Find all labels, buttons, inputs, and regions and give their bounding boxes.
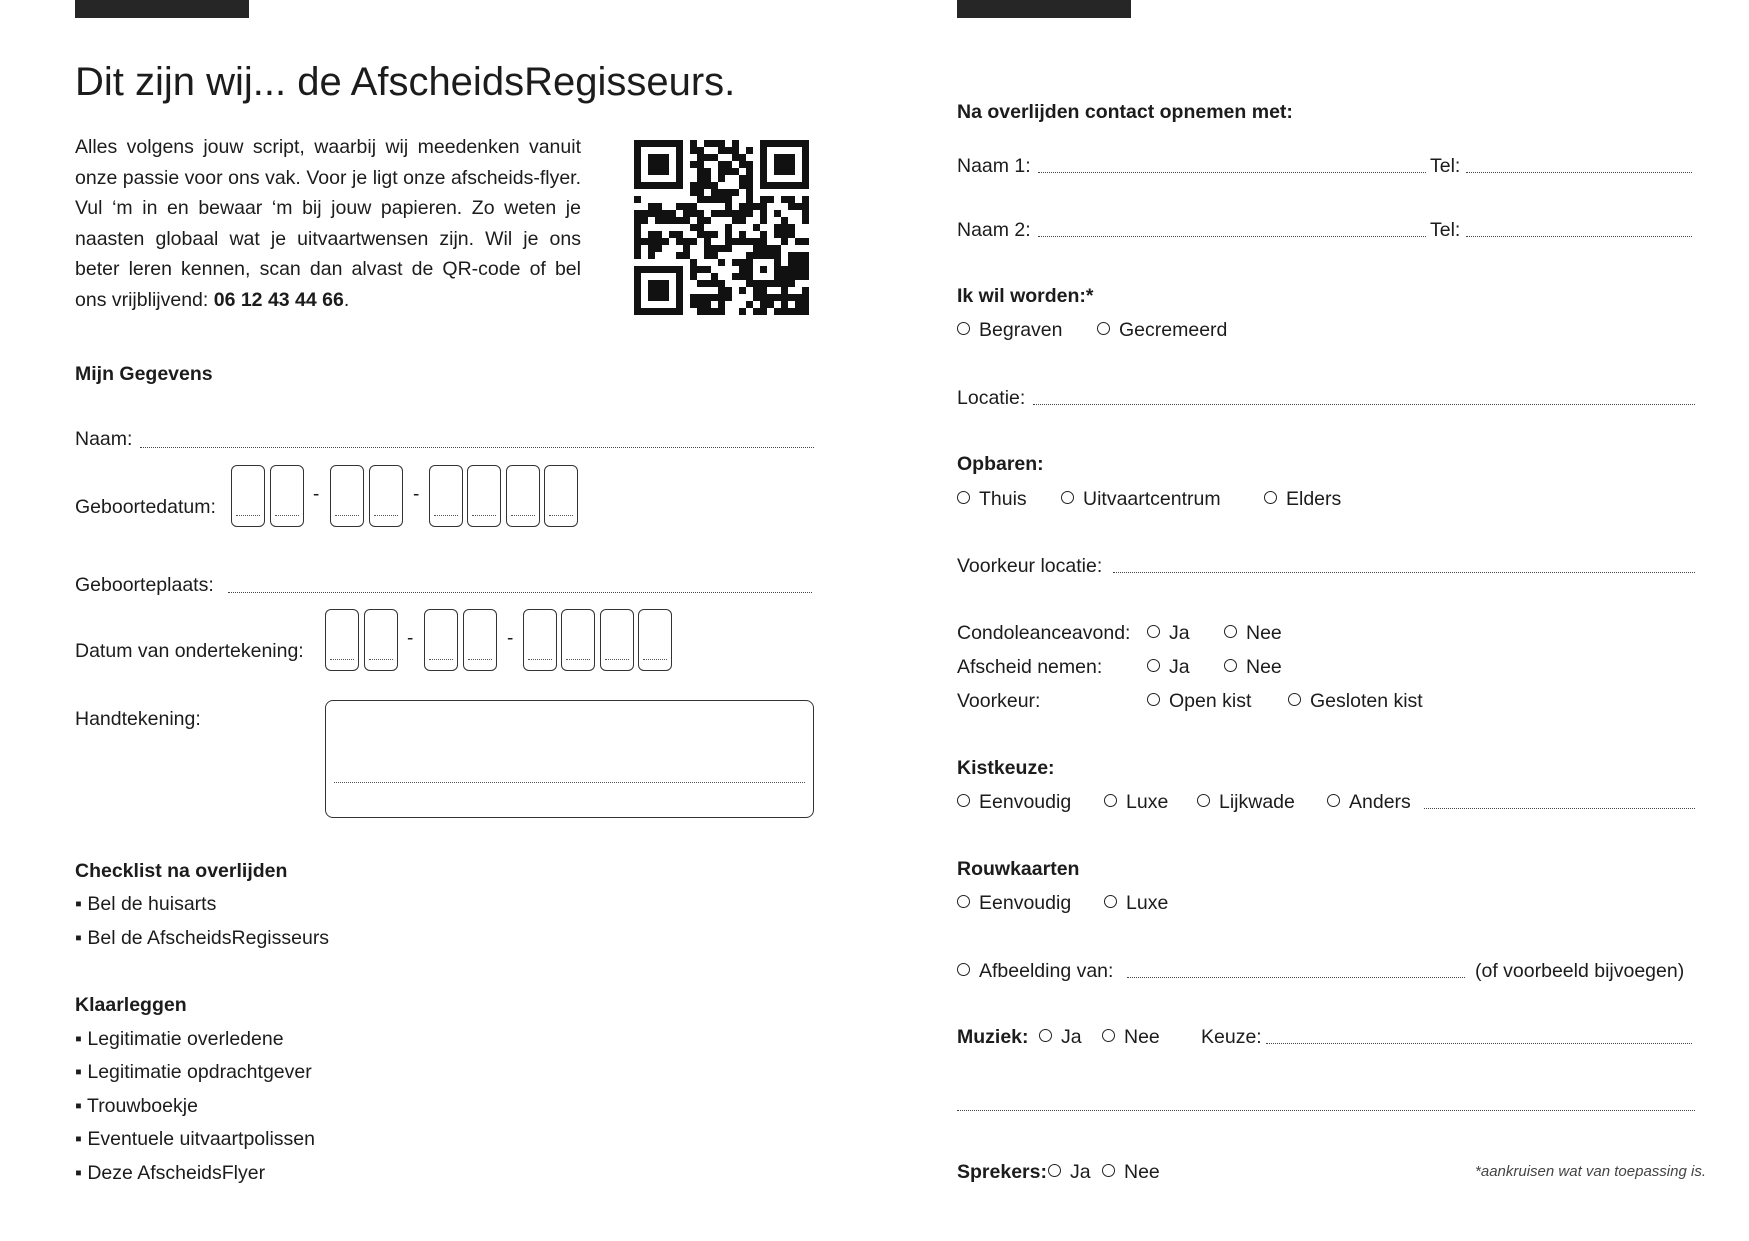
locatie-field[interactable] [1033, 404, 1695, 405]
tel2-label: Tel: [1430, 219, 1461, 241]
intro-paragraph [75, 132, 581, 315]
radio-circle-icon [1102, 1029, 1115, 1042]
voorkeur-label: Voorkeur: [957, 690, 1041, 712]
top-bar-left [75, 0, 249, 18]
radio-circle-icon [957, 794, 970, 807]
checklist-heading: Checklist na overlijden [75, 860, 288, 882]
sprekers-label: Sprekers: [957, 1161, 1047, 1183]
radio-muziek-nee[interactable] [1102, 1026, 1160, 1049]
radio-circle-icon [1104, 794, 1117, 807]
option-label: Ja [1070, 1161, 1091, 1183]
option-label: Open kist [1169, 690, 1252, 712]
bullet: ▪ [75, 1095, 82, 1117]
muziek-keuze-field[interactable] [1266, 1043, 1692, 1044]
ondertekening-year-1[interactable] [523, 609, 557, 671]
klaarleggen-item-label: Deze AfscheidsFlyer [87, 1162, 266, 1184]
checklist-item [75, 893, 216, 916]
page-title: Dit zijn wij... de AfscheidsRegisseurs. [75, 60, 736, 104]
radio-uitvaartcentrum[interactable] [1061, 488, 1221, 511]
ondertekening-year-4[interactable] [638, 609, 672, 671]
radio-rouwkaart-eenvoudig[interactable] [957, 892, 1071, 915]
option-label: Thuis [979, 488, 1027, 510]
date-dash: - [407, 628, 414, 649]
date-dash: - [313, 484, 320, 505]
afbeelding-note: (of voorbeeld bijvoegen) [1475, 960, 1685, 982]
ondertekening-month-2[interactable] [463, 609, 497, 671]
ondertekening-year-2[interactable] [561, 609, 595, 671]
bullet: ▪ [75, 1061, 82, 1083]
option-label: Lijkwade [1219, 791, 1295, 813]
radio-circle-icon [1061, 491, 1074, 504]
radio-circle-icon [1224, 625, 1237, 638]
radio-circle-icon [957, 491, 970, 504]
bullet: ▪ [75, 1128, 82, 1150]
geboortedatum-year-2[interactable] [467, 465, 501, 527]
handtekening-box[interactable] [325, 700, 814, 818]
mijn-gegevens-heading: Mijn Gegevens [75, 363, 213, 385]
klaarleggen-item-label: Legitimatie overledene [87, 1028, 284, 1050]
option-label: Afbeelding van: [979, 960, 1114, 982]
klaarleggen-item-label: Eventuele uitvaartpolissen [87, 1128, 315, 1150]
klaarleggen-item-label: Legitimatie opdrachtgever [87, 1061, 312, 1083]
naam2-field[interactable] [1038, 236, 1426, 237]
option-label: Elders [1286, 488, 1342, 510]
klaarleggen-item [75, 1128, 315, 1151]
geboortedatum-year-3[interactable] [506, 465, 540, 527]
ondertekening-day-2[interactable] [364, 609, 398, 671]
top-bar-right [957, 0, 1131, 18]
radio-muziek-ja[interactable] [1039, 1026, 1082, 1049]
radio-kist-lijkwade[interactable] [1197, 791, 1295, 814]
radio-begraven[interactable] [957, 319, 1062, 342]
datum-ondertekening-label: Datum van ondertekening: [75, 640, 304, 662]
radio-kist-anders[interactable] [1327, 791, 1411, 814]
geboorteplaats-field[interactable] [228, 592, 812, 593]
option-label: Luxe [1126, 791, 1169, 813]
radio-circle-icon [1102, 1164, 1115, 1177]
option-label: Gesloten kist [1310, 690, 1423, 712]
radio-circle-icon [957, 895, 970, 908]
afscheid-label: Afscheid nemen: [957, 656, 1103, 678]
klaarleggen-item-label: Trouwboekje [87, 1095, 198, 1117]
bullet: ▪ [75, 893, 82, 915]
geboortedatum-label: Geboortedatum: [75, 496, 216, 518]
checklist-item-label: Bel de AfscheidsRegisseurs [87, 927, 330, 949]
handtekening-label: Handtekening: [75, 708, 201, 730]
option-label: Luxe [1126, 892, 1169, 914]
phone-number[interactable]: 06 12 43 44 66 [213, 288, 344, 311]
bullet: ▪ [75, 1028, 82, 1050]
footnote: *aankruisen wat van toepassing is. [1475, 1163, 1706, 1180]
geboortedatum-year-4[interactable] [544, 465, 578, 527]
afbeelding-field[interactable] [1127, 977, 1465, 978]
radio-elders[interactable] [1264, 488, 1341, 511]
radio-circle-icon [1224, 659, 1237, 672]
radio-sprekers-ja[interactable] [1048, 1161, 1091, 1184]
radio-gesloten-kist[interactable] [1288, 690, 1423, 713]
radio-afscheid-ja[interactable] [1147, 656, 1190, 679]
checklist-item [75, 927, 329, 950]
radio-circle-icon [1327, 794, 1340, 807]
radio-afscheid-nee[interactable] [1224, 656, 1282, 679]
radio-gecremeerd[interactable] [1097, 319, 1227, 342]
opbaren-heading: Opbaren: [957, 453, 1044, 475]
radio-circle-icon [957, 322, 970, 335]
option-label: Begraven [979, 319, 1063, 341]
option-label: Ja [1061, 1026, 1082, 1048]
locatie-label: Locatie: [957, 387, 1026, 409]
qr-code-icon[interactable] [634, 140, 809, 315]
option-label: Uitvaartcentrum [1083, 488, 1221, 510]
option-label: Ja [1169, 622, 1190, 644]
muziek-keuze-label: Keuze: [1201, 1026, 1262, 1048]
tel1-label: Tel: [1430, 155, 1461, 177]
geboortedatum-day-2[interactable] [270, 465, 304, 527]
radio-circle-icon [1097, 322, 1110, 335]
radio-afbeelding[interactable] [957, 960, 1113, 983]
naam2-label: Naam 2: [957, 219, 1031, 241]
klaarleggen-item [75, 1028, 284, 1051]
radio-kist-luxe[interactable] [1104, 791, 1168, 814]
geboortedatum-month-2[interactable] [369, 465, 403, 527]
naam1-field[interactable] [1038, 172, 1426, 173]
radio-circle-icon [1264, 491, 1277, 504]
geboortedatum-year-1[interactable] [429, 465, 463, 527]
radio-condoleance-ja[interactable] [1147, 622, 1190, 645]
klaarleggen-item [75, 1095, 198, 1118]
date-dash: - [507, 628, 514, 649]
contact-heading: Na overlijden contact opnemen met: [957, 101, 1293, 123]
rouwkaarten-heading: Rouwkaarten [957, 858, 1080, 880]
geboorteplaats-label: Geboorteplaats: [75, 574, 214, 596]
radio-circle-icon [957, 963, 970, 976]
radio-circle-icon [1197, 794, 1210, 807]
radio-rouwkaart-luxe[interactable] [1104, 892, 1168, 915]
ondertekening-month-1[interactable] [424, 609, 458, 671]
radio-circle-icon [1048, 1164, 1061, 1177]
radio-sprekers-nee[interactable] [1102, 1161, 1160, 1184]
wil-worden-heading: Ik wil worden:* [957, 285, 1094, 307]
signature-line [334, 782, 805, 783]
muziek-label: Muziek: [957, 1026, 1029, 1048]
geboortedatum-day-1[interactable] [231, 465, 265, 527]
checklist-item-label: Bel de huisarts [87, 893, 217, 915]
voorkeur-locatie-label: Voorkeur locatie: [957, 555, 1103, 577]
option-label: Gecremeerd [1119, 319, 1228, 341]
option-label: Nee [1124, 1026, 1160, 1048]
naam-label: Naam: [75, 428, 133, 450]
bullet: ▪ [75, 927, 82, 949]
radio-open-kist[interactable] [1147, 690, 1251, 713]
option-label: Eenvoudig [979, 791, 1072, 813]
muziek-extra-field[interactable] [957, 1110, 1695, 1111]
kistkeuze-heading: Kistkeuze: [957, 757, 1055, 779]
radio-circle-icon [1147, 659, 1160, 672]
tel2-field[interactable] [1466, 236, 1692, 237]
radio-circle-icon [1104, 895, 1117, 908]
radio-circle-icon [1288, 693, 1301, 706]
radio-circle-icon [1147, 625, 1160, 638]
option-label: Nee [1246, 622, 1282, 644]
kist-anders-field[interactable] [1424, 808, 1695, 809]
intro-end: . [343, 288, 350, 311]
option-label: Nee [1124, 1161, 1160, 1183]
intro-text: Alles volgens jouw script, waarbij wij meedenken vanuit onze passie voor ons vak. Voor je ligt onze afscheids-flyer. Vul ‘m in en bewaar ‘m bij jouw papieren. Zo weten je naasten globaal wat je uitvaartwensen zijn. Wil je ons beter leren kennen, scan dan alvast de QR-code of bel ons vrijblijvend: [75, 136, 581, 311]
tel1-field[interactable] [1466, 172, 1692, 173]
condoleance-label: Condoleanceavond: [957, 622, 1131, 644]
radio-circle-icon [1147, 693, 1160, 706]
ondertekening-day-1[interactable] [325, 609, 359, 671]
naam1-label: Naam 1: [957, 155, 1031, 177]
geboortedatum-month-1[interactable] [330, 465, 364, 527]
radio-condoleance-nee[interactable] [1224, 622, 1282, 645]
radio-circle-icon [1039, 1029, 1052, 1042]
klaarleggen-item [75, 1162, 265, 1185]
option-label: Anders [1349, 791, 1411, 813]
date-dash: - [413, 484, 420, 505]
radio-thuis[interactable] [957, 488, 1027, 511]
ondertekening-year-3[interactable] [600, 609, 634, 671]
option-label: Nee [1246, 656, 1282, 678]
radio-kist-eenvoudig[interactable] [957, 791, 1071, 814]
naam-field[interactable] [140, 447, 814, 448]
voorkeur-locatie-field[interactable] [1113, 572, 1695, 573]
option-label: Ja [1169, 656, 1190, 678]
option-label: Eenvoudig [979, 892, 1072, 914]
klaarleggen-item [75, 1061, 312, 1084]
bullet: ▪ [75, 1162, 82, 1184]
klaarleggen-heading: Klaarleggen [75, 994, 187, 1016]
